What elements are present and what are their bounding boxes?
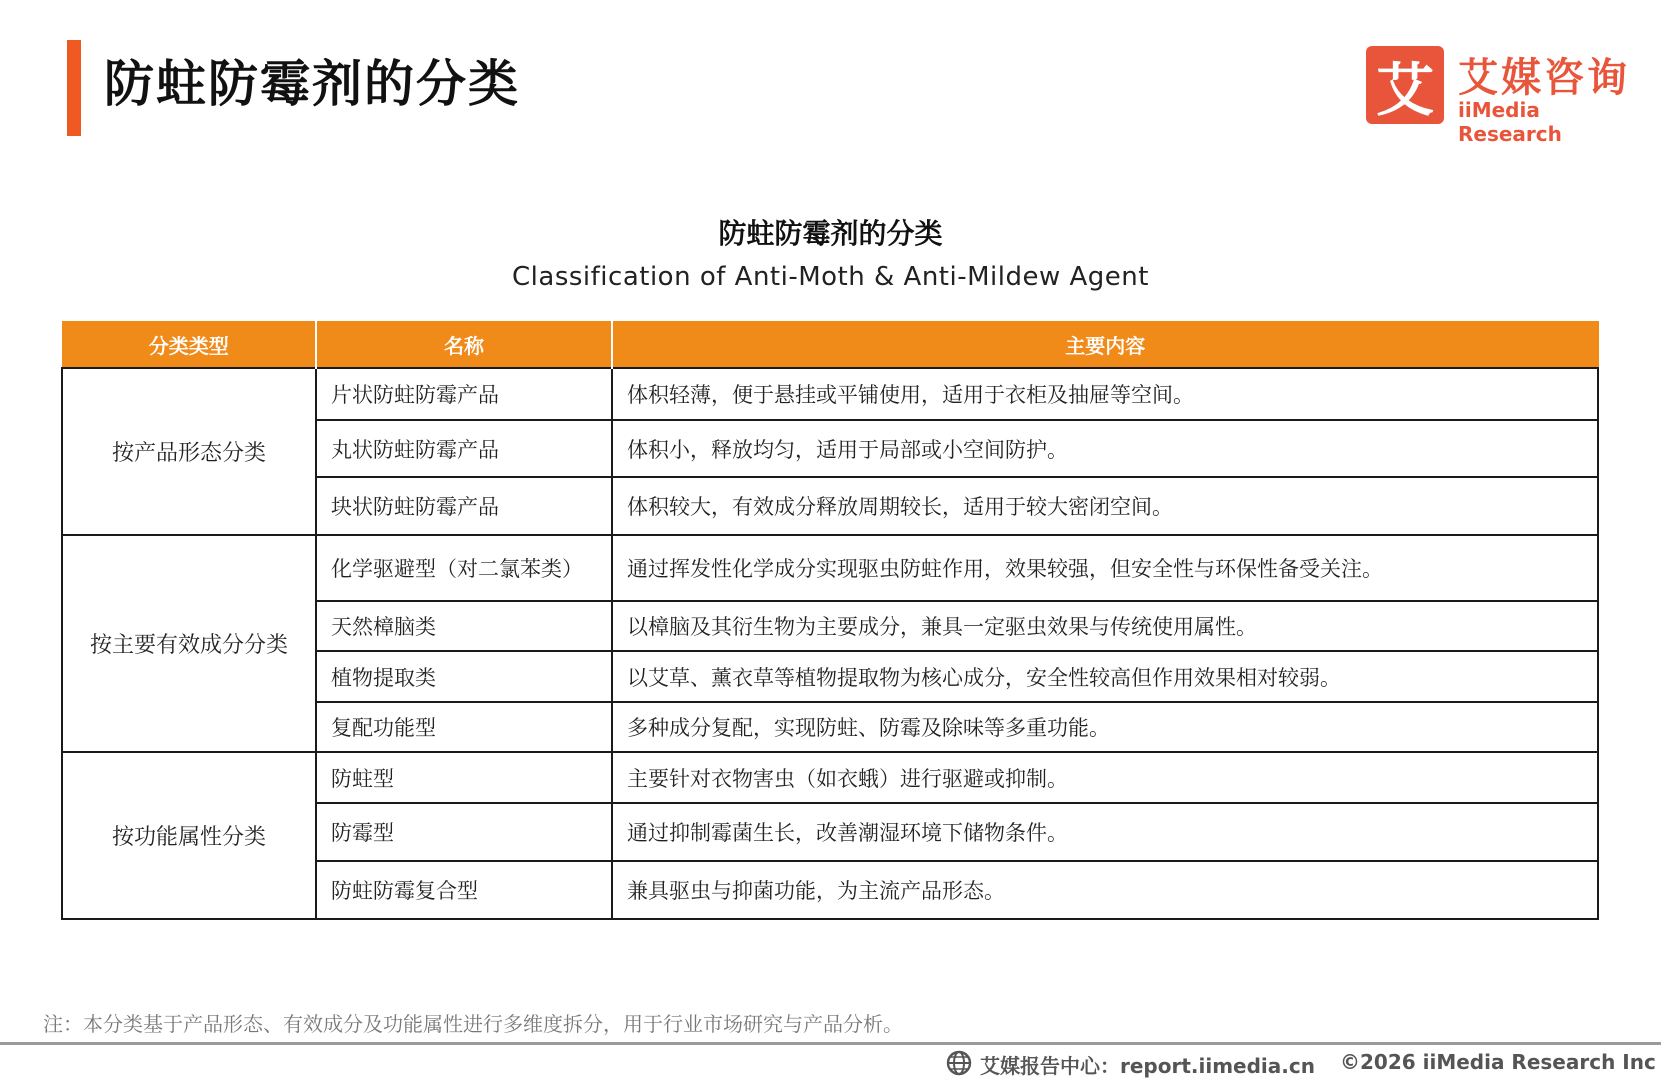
classification-table xyxy=(61,321,1599,920)
name-cell: 防霉型 xyxy=(316,803,612,861)
title-accent-bar xyxy=(67,40,81,136)
name-cell: 丸状防蛀防霉产品 xyxy=(316,420,612,477)
content-cell: 体积轻薄，便于悬挂或平铺使用，适用于衣柜及抽屉等空间。 xyxy=(612,368,1598,420)
brand-logo xyxy=(1366,46,1630,146)
table-caption-en: Classification of Anti-Moth & Anti-Mildew Agent xyxy=(512,262,1149,292)
footer-copyright: ©2026 iiMedia Research Inc xyxy=(1340,1050,1656,1074)
logo-mark-icon: 艾 xyxy=(1366,46,1444,124)
name-cell: 片状防蛀防霉产品 xyxy=(316,368,612,420)
content-cell: 多种成分复配，实现防蛀、防霉及除味等多重功能。 xyxy=(612,702,1598,752)
globe-icon xyxy=(946,1050,972,1076)
table-row xyxy=(62,752,1598,803)
footnote: 注：本分类基于产品形态、有效成分及功能属性进行多维度拆分，用于行业市场研究与产品分析。 xyxy=(43,1012,903,1036)
category-cell: 按主要有效成分分类 xyxy=(62,535,316,752)
table-caption-cn: 防蛀防霉剂的分类 xyxy=(718,217,943,250)
header-content: 主要内容 xyxy=(612,321,1598,368)
content-cell: 以艾草、薰衣草等植物提取物为核心成分，安全性较高但作用效果相对较弱。 xyxy=(612,651,1598,702)
name-cell: 防蛀型 xyxy=(316,752,612,803)
content-cell: 体积小，释放均匀，适用于局部或小空间防护。 xyxy=(612,420,1598,477)
header-name: 名称 xyxy=(316,321,612,368)
name-cell: 天然樟脑类 xyxy=(316,601,612,651)
content-cell: 通过挥发性化学成分实现驱虫防蛀作用，效果较强，但安全性与环保性备受关注。 xyxy=(612,535,1598,601)
table-header-row xyxy=(62,321,1598,368)
content-cell: 以樟脑及其衍生物为主要成分，兼具一定驱虫效果与传统使用属性。 xyxy=(612,601,1598,651)
footer-divider xyxy=(0,1042,1661,1045)
category-cell: 按产品形态分类 xyxy=(62,368,316,535)
content-cell: 体积较大，有效成分释放周期较长，适用于较大密闭空间。 xyxy=(612,477,1598,535)
content-cell: 主要针对衣物害虫（如衣蛾）进行驱避或抑制。 xyxy=(612,752,1598,803)
name-cell: 化学驱避型（对二氯苯类） xyxy=(316,535,612,601)
footer-source-link[interactable]: 艾媒报告中心：report.iimedia.cn xyxy=(980,1054,1315,1078)
table-row xyxy=(62,535,1598,601)
name-cell: 防蛀防霉复合型 xyxy=(316,861,612,919)
name-cell: 植物提取类 xyxy=(316,651,612,702)
table-row xyxy=(62,368,1598,420)
logo-name-cn: 艾媒咨询 xyxy=(1458,55,1630,101)
footer xyxy=(0,1048,1661,1080)
name-cell: 块状防蛀防霉产品 xyxy=(316,477,612,535)
logo-name-en: iiMedia Research xyxy=(1458,98,1562,146)
header-category: 分类类型 xyxy=(62,321,316,368)
category-cell: 按功能属性分类 xyxy=(62,752,316,919)
content-cell: 通过抑制霉菌生长，改善潮湿环境下储物条件。 xyxy=(612,803,1598,861)
name-cell: 复配功能型 xyxy=(316,702,612,752)
page-title: 防蛀防霉剂的分类 xyxy=(104,55,520,113)
content-cell: 兼具驱虫与抑菌功能，为主流产品形态。 xyxy=(612,861,1598,919)
